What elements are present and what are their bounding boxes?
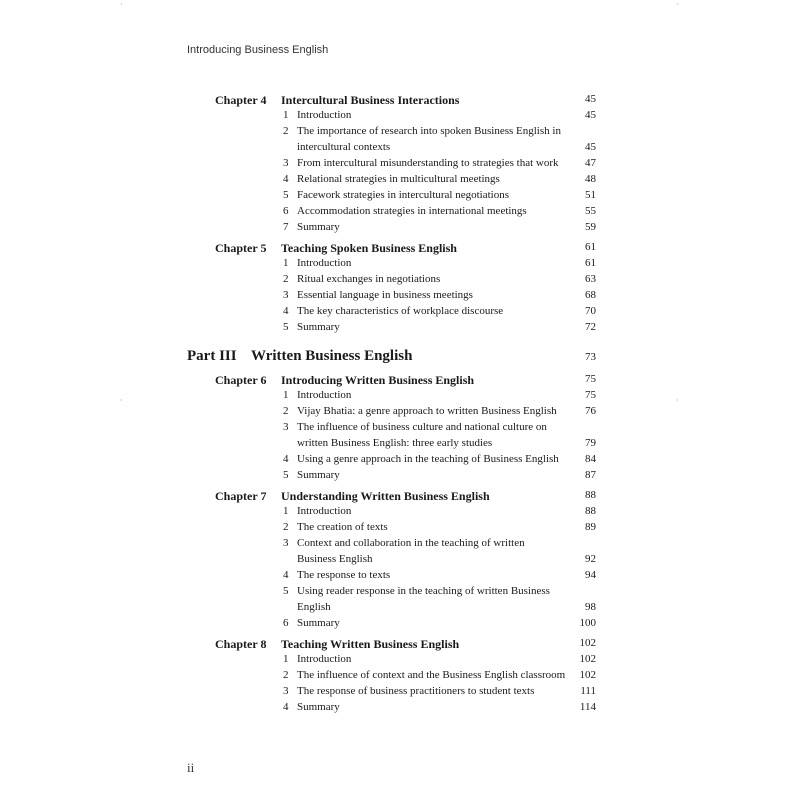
part-title: Written Business English bbox=[251, 348, 413, 364]
section-title-line: Ritual exchanges in negotiations bbox=[297, 273, 441, 285]
section-number: 6 bbox=[283, 205, 289, 217]
section-title-line: Essential language in business meetings bbox=[297, 289, 473, 301]
section-number: 3 bbox=[283, 421, 289, 433]
section-title-line: Using reader response in the teaching of written Business bbox=[297, 585, 550, 597]
part-page-number: 73 bbox=[585, 351, 596, 363]
section-page-number: 51 bbox=[585, 189, 596, 201]
section-page-number: 111 bbox=[580, 685, 596, 697]
section-page-number: 61 bbox=[585, 257, 596, 269]
section-title-line: Context and collaboration in the teaching of written bbox=[297, 537, 525, 549]
section-page-number: 92 bbox=[585, 553, 596, 565]
section-title-line: Summary bbox=[297, 221, 340, 233]
section-page-number: 79 bbox=[585, 437, 596, 449]
section-number: 2 bbox=[283, 521, 289, 533]
section-title-line: Summary bbox=[297, 321, 340, 333]
section-title-line: The response of business practitioners to student texts bbox=[297, 685, 535, 697]
section-number: 5 bbox=[283, 189, 289, 201]
section-number: 4 bbox=[283, 305, 289, 317]
section-page-number: 94 bbox=[585, 569, 596, 581]
section-title-line: intercultural contexts bbox=[297, 141, 391, 153]
chapter-title: Intercultural Business Interactions bbox=[281, 93, 460, 107]
section-number: 2 bbox=[283, 669, 289, 681]
section-title-line: Introduction bbox=[297, 505, 352, 517]
section-number: 1 bbox=[283, 653, 289, 665]
running-header: Introducing Business English bbox=[187, 44, 329, 56]
page-number: ii bbox=[187, 760, 195, 775]
chapter-label: Chapter 6 bbox=[215, 373, 267, 387]
section-number: 6 bbox=[283, 617, 289, 629]
section-number: 3 bbox=[283, 685, 289, 697]
section-page-number: 102 bbox=[579, 653, 596, 665]
section-page-number: 102 bbox=[579, 669, 596, 681]
section-number: 3 bbox=[283, 157, 289, 169]
section-number: 1 bbox=[283, 505, 289, 517]
section-number: 1 bbox=[283, 389, 289, 401]
section-page-number: 100 bbox=[579, 617, 596, 629]
section-number: 2 bbox=[283, 405, 289, 417]
chapter-page-number: 102 bbox=[579, 637, 596, 649]
chapter-page-number: 45 bbox=[585, 93, 596, 105]
section-page-number: 75 bbox=[585, 389, 596, 401]
section-title-line: The creation of texts bbox=[297, 521, 388, 533]
section-title-line: The response to texts bbox=[297, 569, 391, 581]
section-title-line: Summary bbox=[297, 701, 340, 713]
section-number: 5 bbox=[283, 321, 289, 333]
section-page-number: 84 bbox=[585, 453, 596, 465]
section-page-number: 70 bbox=[585, 305, 596, 317]
section-title-line: Introduction bbox=[297, 109, 352, 121]
section-number: 1 bbox=[283, 109, 289, 121]
section-number: 3 bbox=[283, 289, 289, 301]
chapter-title: Understanding Written Business English bbox=[281, 489, 490, 503]
section-title-line: The influence of context and the Business English classroom bbox=[297, 669, 566, 681]
chapter-title: Teaching Spoken Business English bbox=[281, 241, 457, 255]
section-title-line: The importance of research into spoken Business English in bbox=[297, 125, 561, 137]
chapter-page-number: 75 bbox=[585, 373, 596, 385]
section-title-line: Introduction bbox=[297, 257, 352, 269]
section-title-line: Accommodation strategies in international meetings bbox=[297, 205, 527, 217]
section-title-line: Relational strategies in multicultural meetings bbox=[297, 173, 500, 185]
section-page-number: 59 bbox=[585, 221, 596, 233]
section-page-number: 48 bbox=[585, 173, 596, 185]
section-number: 3 bbox=[283, 537, 289, 549]
chapter-label: Chapter 8 bbox=[215, 637, 267, 651]
section-number: 2 bbox=[283, 273, 289, 285]
section-page-number: 45 bbox=[585, 141, 596, 153]
section-title-line: Facework strategies in intercultural negotiations bbox=[297, 189, 509, 201]
section-page-number: 88 bbox=[585, 505, 596, 517]
section-page-number: 47 bbox=[585, 157, 596, 169]
crop-mark: · bbox=[676, 396, 679, 405]
section-title-line: From intercultural misunderstanding to strategies that work bbox=[297, 157, 559, 169]
section-page-number: 72 bbox=[585, 321, 596, 333]
section-number: 4 bbox=[283, 173, 289, 185]
section-page-number: 76 bbox=[585, 405, 596, 417]
chapter-label: Chapter 5 bbox=[215, 241, 267, 255]
section-page-number: 68 bbox=[585, 289, 596, 301]
section-page-number: 98 bbox=[585, 601, 596, 613]
section-page-number: 89 bbox=[585, 521, 596, 533]
section-number: 4 bbox=[283, 701, 289, 713]
section-title-line: Introduction bbox=[297, 389, 352, 401]
section-title-line: The key characteristics of workplace discourse bbox=[297, 305, 504, 317]
crop-mark: · bbox=[120, 396, 123, 405]
chapter-label: Chapter 4 bbox=[215, 93, 267, 107]
section-title-line: written Business English: three early studies bbox=[297, 437, 493, 449]
section-number: 5 bbox=[283, 469, 289, 481]
section-number: 7 bbox=[283, 221, 289, 233]
section-title-line: Introduction bbox=[297, 653, 352, 665]
section-title-line: Summary bbox=[297, 469, 340, 481]
section-title-line: Business English bbox=[297, 553, 373, 565]
section-title-line: Using a genre approach in the teaching of Business English bbox=[297, 453, 559, 465]
crop-mark: · bbox=[120, 0, 123, 9]
section-page-number: 45 bbox=[585, 109, 596, 121]
section-page-number: 114 bbox=[579, 701, 596, 713]
section-number: 4 bbox=[283, 453, 289, 465]
section-number: 1 bbox=[283, 257, 289, 269]
chapter-label: Chapter 7 bbox=[215, 489, 267, 503]
section-page-number: 55 bbox=[585, 205, 596, 217]
section-title-line: English bbox=[297, 601, 331, 613]
section-number: 5 bbox=[283, 585, 289, 597]
section-page-number: 87 bbox=[585, 469, 596, 481]
crop-mark: · bbox=[676, 0, 679, 9]
part-label: Part III bbox=[187, 348, 237, 364]
chapter-title: Introducing Written Business English bbox=[281, 373, 475, 387]
section-number: 4 bbox=[283, 569, 289, 581]
chapter-title: Teaching Written Business English bbox=[281, 637, 460, 651]
chapter-page-number: 61 bbox=[585, 241, 596, 253]
section-title-line: Summary bbox=[297, 617, 340, 629]
section-title-line: The influence of business culture and national culture on bbox=[297, 421, 547, 433]
section-number: 2 bbox=[283, 125, 289, 137]
section-page-number: 63 bbox=[585, 273, 596, 285]
section-title-line: Vijay Bhatia: a genre approach to written Business English bbox=[297, 405, 557, 417]
chapter-page-number: 88 bbox=[585, 489, 596, 501]
